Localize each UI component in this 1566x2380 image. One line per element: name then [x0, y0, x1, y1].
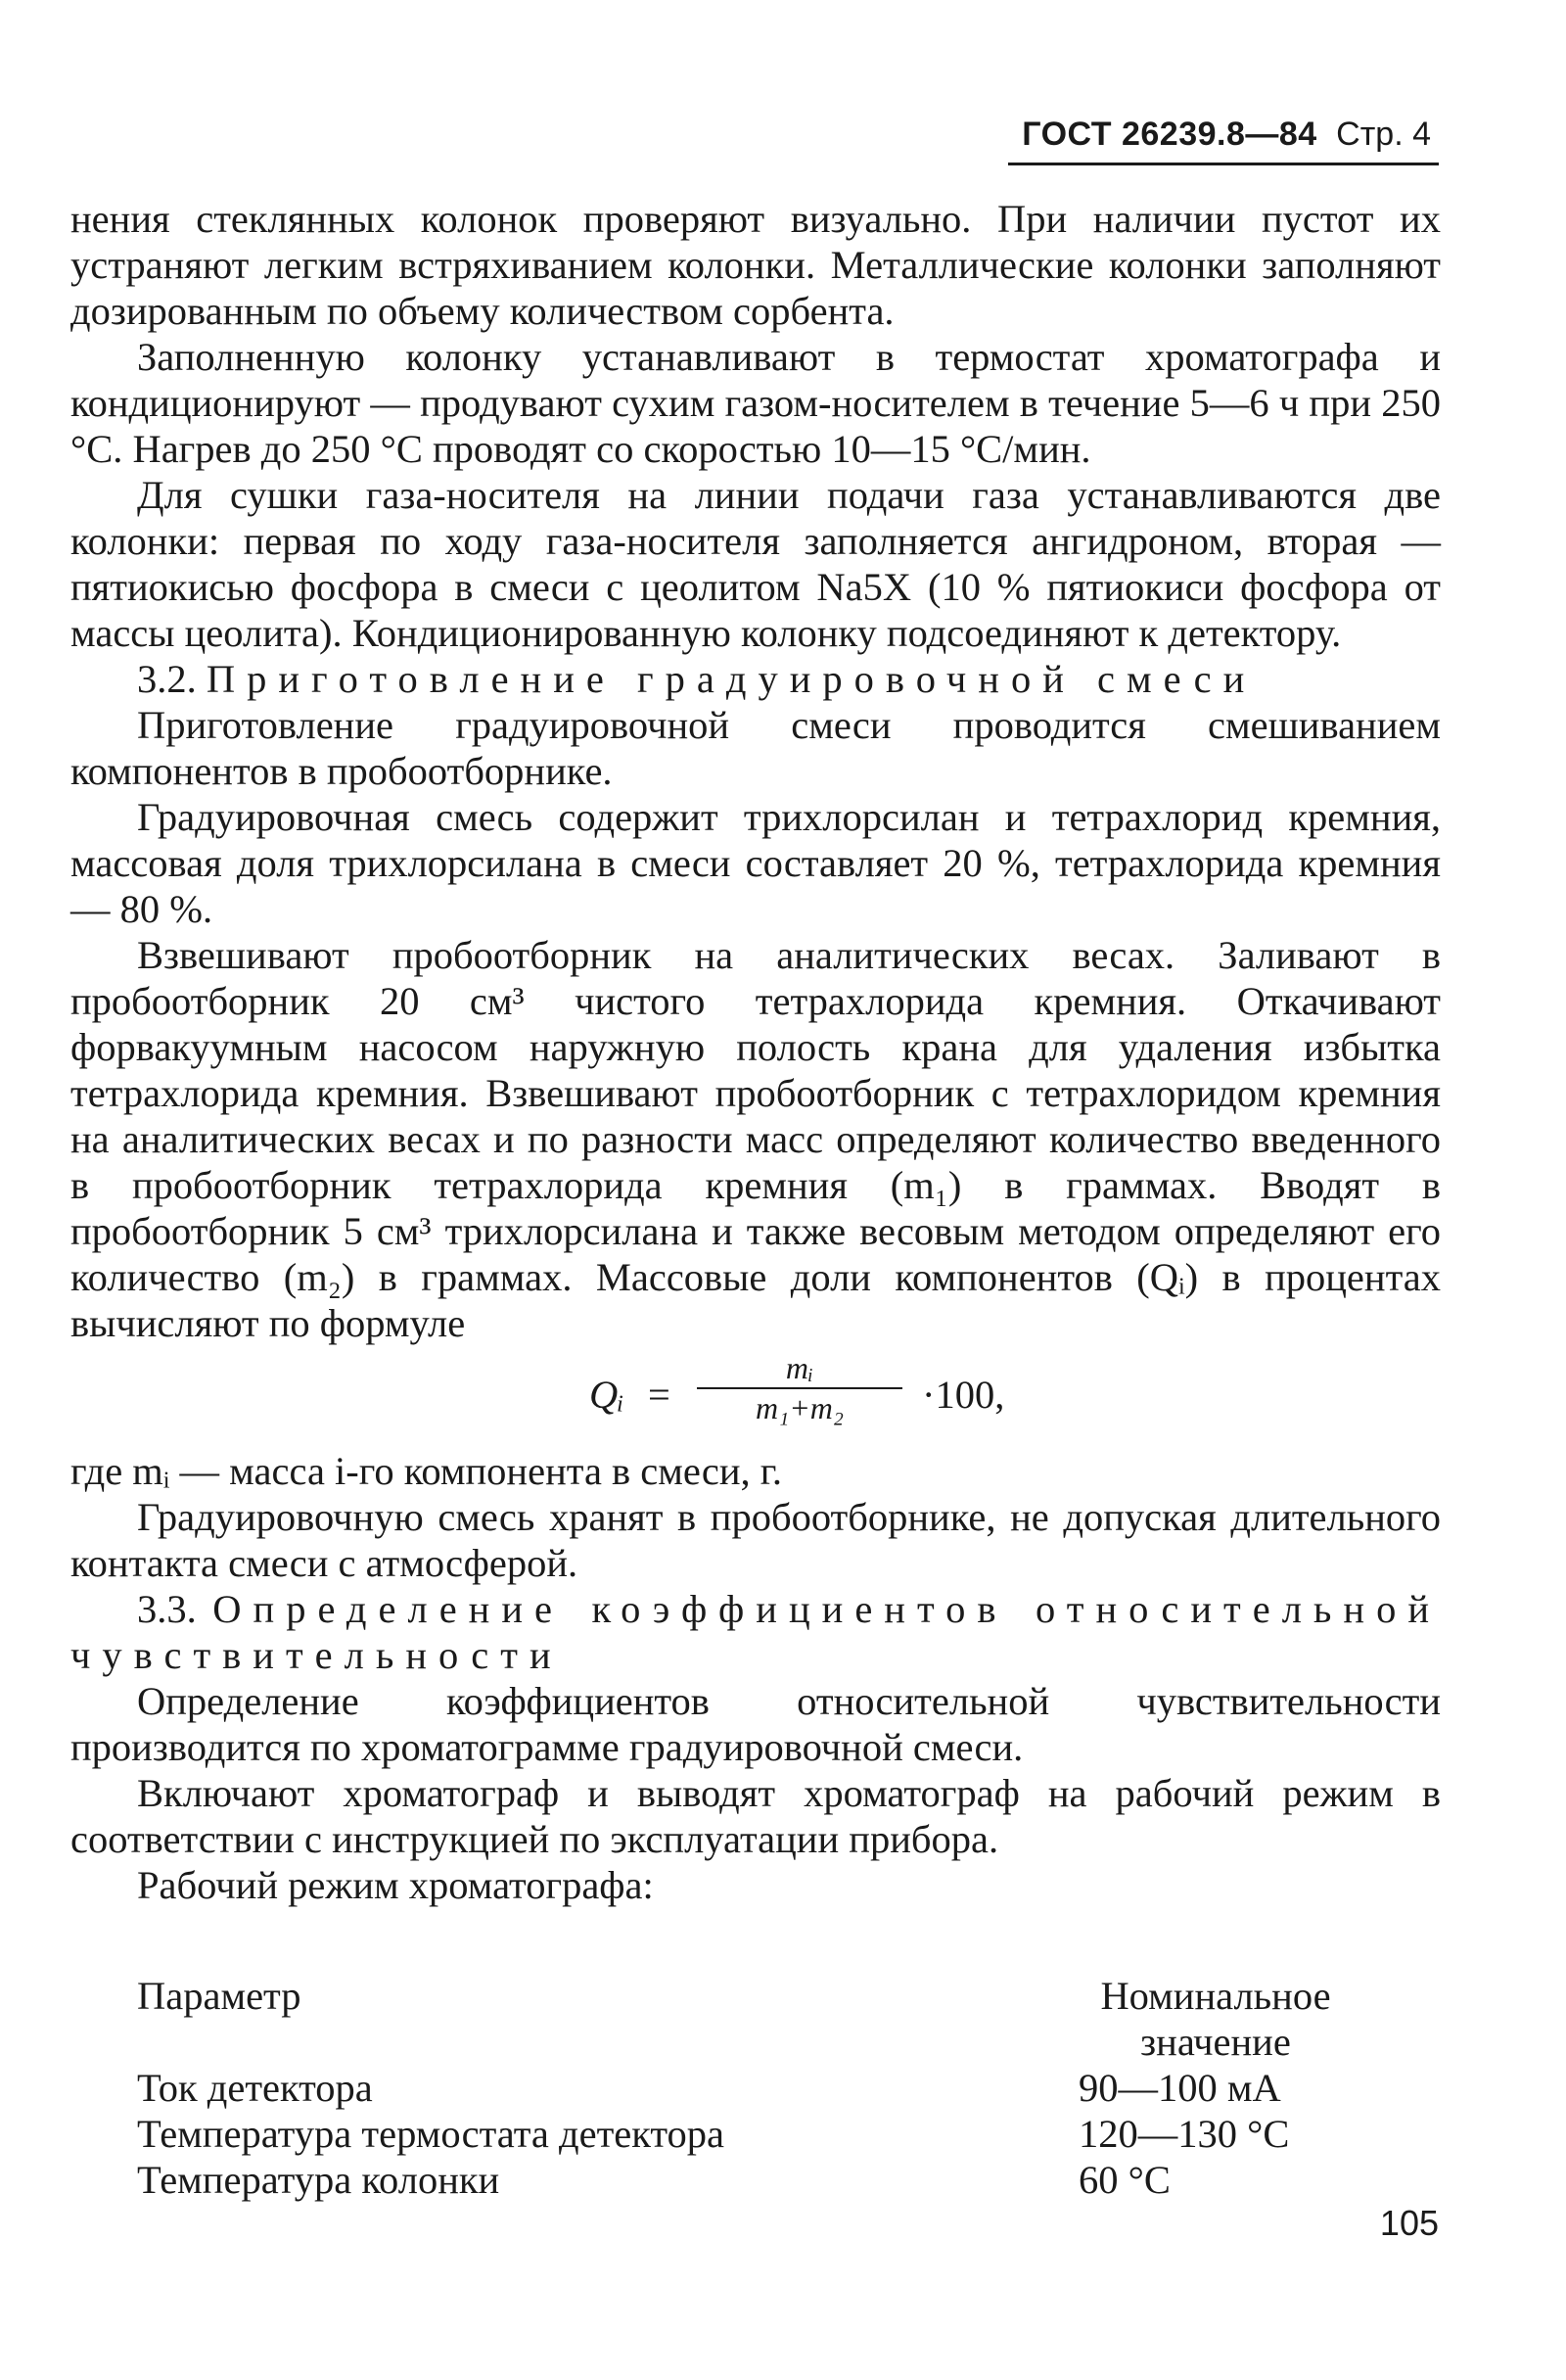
param-name: Температура колонки — [137, 2158, 500, 2202]
paragraph: нения стеклянных колонок проверяют визуально. При наличии пустот их устраняют легким встряхиванием колонки. Металлические колонки заполняют дозированным по объему количеством сорбента. — [70, 197, 1441, 333]
param-name: Температура термостата детектора — [137, 2112, 725, 2156]
col-header-parameter: Параметр — [137, 1974, 301, 2018]
formula — [70, 1350, 1441, 1444]
table-row — [70, 2157, 1441, 2203]
formula-denominator: m₁+m₂ — [755, 1390, 845, 1425]
table-row — [70, 2065, 1441, 2111]
paragraph: Градуировочная смесь содержит трихлорсилан и тетрахлорид кремния, массовая доля трихлорсилана в смеси составляет 20 %, тетрахлорида кремния — 80 %. — [70, 795, 1441, 931]
param-value: 90—100 мА — [1079, 2066, 1281, 2110]
param-value: 60 °С — [1079, 2158, 1171, 2202]
section-heading-3-3 — [70, 1586, 1441, 1678]
formula-tail: ·100, — [922, 1373, 1005, 1417]
formula-fraction — [697, 1350, 902, 1426]
formula-where: где mᵢ — масса i-го компонента в смеси, г. — [70, 1449, 782, 1493]
col-header-value: Номинальное значение — [1100, 1974, 1331, 2064]
param-name: Ток детектора — [137, 2066, 373, 2110]
table-row — [70, 2111, 1441, 2157]
paragraph: Заполненную колонку устанавливают в термостат хроматографа и кондиционируют — продувают сухим газом-носителем в течение 5—6 ч при 250 °С. Нагрев до 250 °С проводят со скоростью 10—15 °С/мин. — [70, 335, 1441, 471]
paragraph: Рабочий режим хроматографа: — [137, 1863, 654, 1907]
table-header-row — [70, 1973, 1441, 2065]
formula-equals: = — [648, 1373, 670, 1417]
header-rule — [1008, 163, 1439, 165]
formula-lhs: Qᵢ — [589, 1373, 624, 1417]
param-value: 120—130 °С — [1079, 2112, 1290, 2156]
page-label: Стр. 4 — [1336, 116, 1431, 153]
paragraph: Приготовление градуировочной смеси проводится смешиванием компонентов в пробоотборнике. — [70, 703, 1441, 793]
paragraph: Определение коэффициентов относительной чувствительности производится по хроматограмме градуировочной смеси. — [70, 1679, 1441, 1769]
formula-numerator: mᵢ — [697, 1350, 902, 1389]
paragraph: Включают хроматограф и выводят хроматограф на рабочий режим в соответствии с инструкцией по эксплуатации прибора. — [70, 1771, 1441, 1861]
document-body — [70, 196, 1441, 1908]
section-number: 3.2. — [137, 657, 197, 701]
paragraph: Для сушки газа-носителя на линии подачи газа устанавливаются две колонки: первая по ходу газа-носителя заполняется ангидроном, вторая — пятиокисью фосфора в смеси с цеолитом Na5X (10 % пятиокиси фосфора от массы цеолита). Кондиционированную колонку подсоединяют к детектору. — [70, 473, 1441, 655]
params-table — [70, 1973, 1441, 2203]
section-title: Определение коэффициентов относительной чувствительности — [70, 1587, 1442, 1677]
section-number: 3.3. — [137, 1587, 197, 1631]
section-title: Приготовление градуировочной смеси — [206, 657, 1257, 701]
page-number: 105 — [1379, 2203, 1439, 2243]
paragraph: Взвешивают пробоотборник на аналитических весах. Заливают в пробоотборник 20 см³ чистого тетрахлорида кремния. Откачивают форвакуумным насосом наружную полость крана для удаления избытка тетрахлорида кремния. Взвешивают пробоотборник с тетрахлоридом кремния на аналитических весах и по разности масс определяют количество введенного в пробоотборник тетрахлорида кремния (m₁) в граммах. Вводят в пробоотборник 5 см³ трихлорсилана и также весовым методом определяют его количество (m₂) в граммах. Массовые доли компонентов (Qᵢ) в процентах вычисляют по формуле — [70, 933, 1441, 1345]
paragraph: Градуировочную смесь хранят в пробоотборнике, не допуская длительного контакта смеси с атмосферой. — [70, 1495, 1441, 1585]
page-header — [1022, 116, 1431, 154]
standard-code: ГОСТ 26239.8—84 — [1022, 116, 1317, 153]
section-heading-3-2 — [70, 656, 1441, 702]
